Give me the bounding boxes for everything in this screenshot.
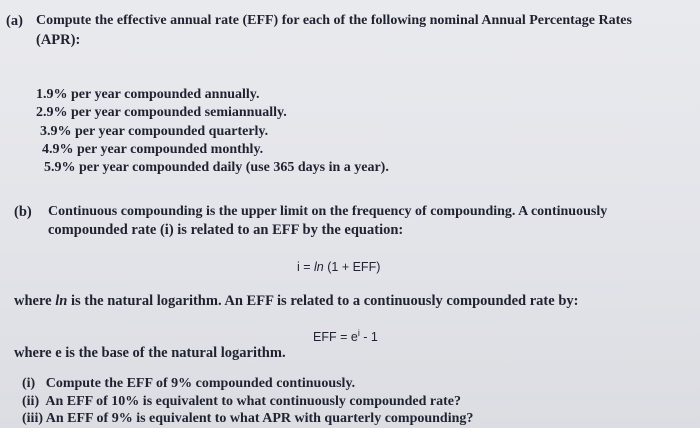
part-b-label: (b) xyxy=(14,204,32,220)
rate-item-2: 2.9% per year compounded semiannually. xyxy=(36,105,287,120)
rate-item-3: 3.9% per year compounded quarterly. xyxy=(40,124,269,139)
equation-2-exponent: i xyxy=(357,328,360,338)
equation-eff xyxy=(313,324,378,346)
where-e-line: where e is the base of the natural logarithm. xyxy=(14,345,286,361)
part-b-text-line2: compounded rate (i) is related to an EFF by the equation: xyxy=(48,222,404,238)
part-a-label: (a) xyxy=(6,13,23,29)
part-a-question-line2: (APR): xyxy=(36,32,81,48)
where-ln-line xyxy=(14,292,578,310)
rate-item-5: 5.9% per year compounded daily (use 365 days in a year). xyxy=(44,160,389,175)
rate-item-1: 1.9% per year compounded annually. xyxy=(36,87,260,102)
subquestion-ii: (ii) An EFF of 10% is equivalent to what continuously compounded rate? xyxy=(22,394,461,409)
rate-item-4: 4.9% per year compounded monthly. xyxy=(42,142,264,157)
subquestion-iii: (iii) An EFF of 9% is equivalent to what APR with quarterly compounding? xyxy=(22,411,474,426)
equation-1-ln: ln xyxy=(314,260,324,274)
part-a-question-line1: Compute the effective annual rate (EFF) for each of the following nominal Annual Percentage Rates xyxy=(36,13,632,28)
equation-continuous-rate xyxy=(297,258,380,276)
where-1-prefix: where xyxy=(14,293,56,309)
equation-2-tail: - 1 xyxy=(359,330,378,345)
where-1-ln: ln xyxy=(55,293,68,309)
part-b-text-line1: Continuous compounding is the upper limit on the frequency of compounding. A continuously xyxy=(48,204,608,219)
subquestion-i: (i) Compute the EFF of 9% compounded continuously. xyxy=(22,376,356,391)
equation-2-base: EFF = e xyxy=(313,330,358,345)
where-1-suffix: is the natural logarithm. An EFF is related to a continuously compounded rate by: xyxy=(67,293,579,309)
equation-1-rhs: (1 + EFF) xyxy=(323,260,381,274)
equation-1-lhs: i = xyxy=(297,260,315,274)
